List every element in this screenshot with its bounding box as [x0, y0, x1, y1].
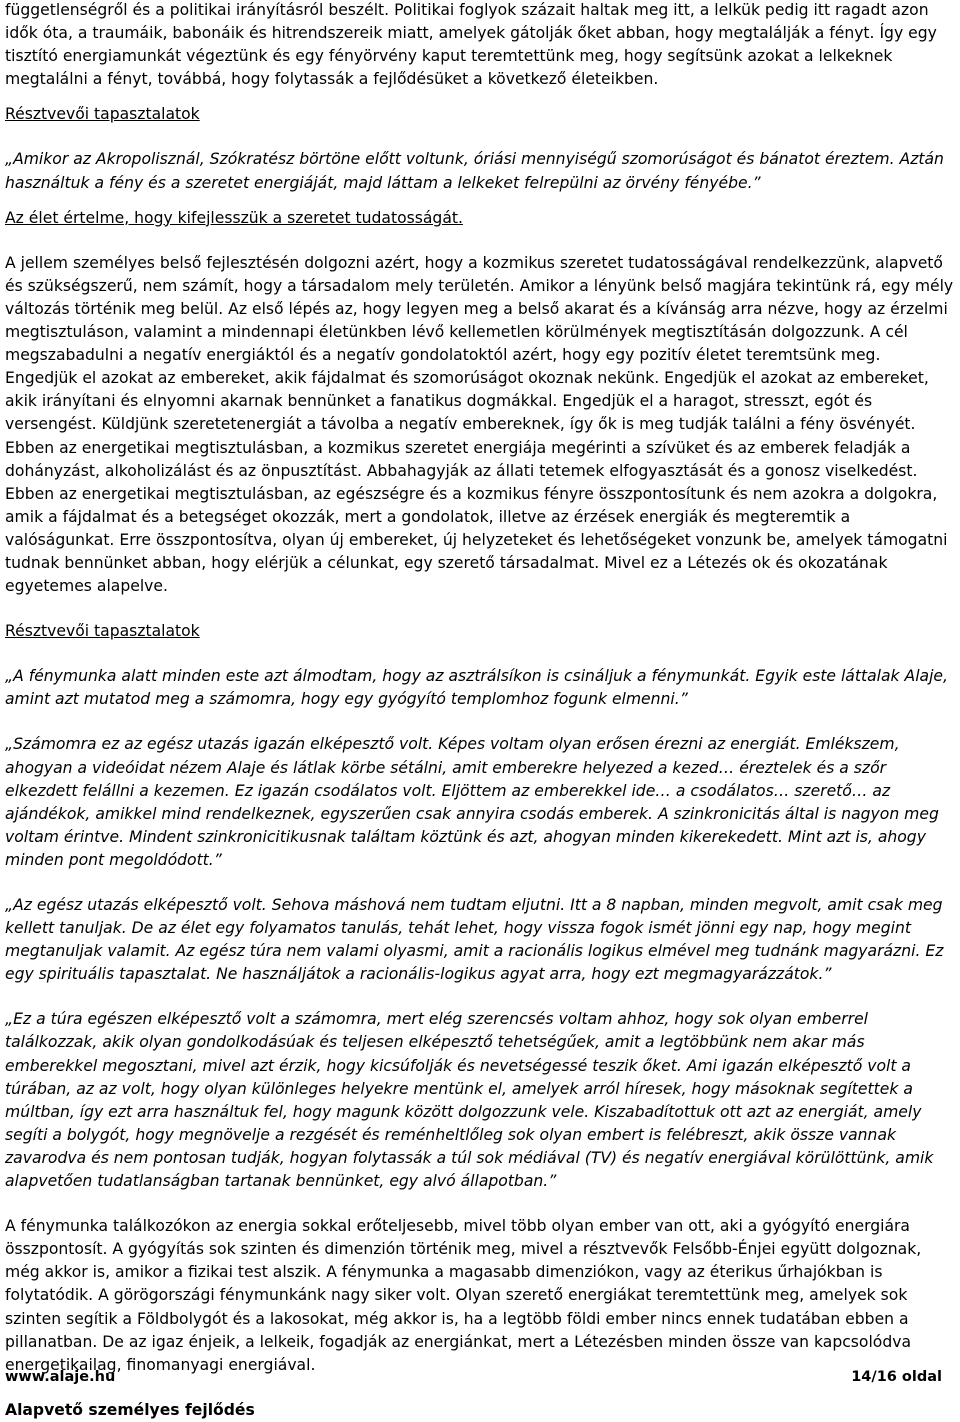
body-paragraph-love-consciousness: A jellem személyes belső fejlesztésén dolgozni azért, hogy a kozmikus szeretet tudatosságával rendelkezzünk, alapvető és szükségszerű, nem számít, hogy a társadalom mely területén. Amikor a lényünk belső magjára tekintünk rá, egy mély változás történik meg belül. Az első lépés az, hogy legyen meg a belső akarat és a kívánság arra nézve, hogy az érzelmi megtisztuláson, valamint a mindennapi életünkben lévő kellemetlen körülmények megtisztításán dolgozzunk. A cél megszabadulni a negatív energiáktól és a negatív gondolatoktól azért, hogy egy pozitív életet teremtsünk meg. Engedjük el azokat az embereket, akik fájdalmat és szomorúságot okoznak nekünk. Engedjük el azokat az embereket, akik irányítani és elnyomni akarnak bennünket a fanatikus dogmákkal. Engedjük el a haragot, stresszt, egót és versengést. Küldjünk szeretetenergiát a távolba a negatív embereknek, így ők is meg tudják találni a fény ösvényét. Ebben az energetikai megtisztulásban, a kozmikus szeretet energiája megérinti a szívüket és az emberek feladják a dohányzást, alkoholizálást és az önpusztítást. Abbahagyják az állati tetemek elfogyasztását és a gonosz viselkedést. Ebben az energetikai megtisztulásban, az egészségre és a kozmikus fényre összpontosítunk és nem azokra a dolgokra, amik a fájdalmat és a betegséget okozzák, mert a gondolatok, illetve az érzések energiák és megteremtik a valóságunkat. Erre összpontosítva, olyan új embereket, új helyzeteket és lehetőségeket vonzunk be, amelyek támogatni tudnak bennünket abban, hogy elérjük a célunkat, egy szerető társadalmat. Mivel ez a Létezés ok és okozatának egyetemes alapelve. — [5, 253, 954, 596]
quote-akropolisz: „Amikor az Akropolisznál, Szókratész börtöne előtt voltunk, óriási mennyiségű szomorúságot és bánatot éreztem. Aztán használtuk a fény és a szeretet energiáját, majd láttam a lelkeket felrepülni az örvény fényébe.” — [5, 150, 944, 192]
quote-astral-plane: „A fénymunka alatt minden este azt álmodtam, hogy az asztrálsíkon is csináljuk a fénymunkát. Egyik este láttalak Alaje, amint azt mutatod meg a számomra, hogy egy gyógyító templomhoz fogunk elmenni.” — [5, 667, 948, 709]
quote-continuous-learning: „Az egész utazás elképesztő volt. Sehova máshová nem tudtam eljutni. Itt a 8 napban, minden megvolt, amit csak meg kellett tanuljak. De az élet egy folyamatos tanulás, tehát lehet, hogy vissza fogok ismét jönni egy nap, hogy megint megtanuljak valamit. Az egész túra nem valami olyasmi, amit a racionális logikus elmével meg tudnánk magyarázni. Ez egy spirituális tapasztalat. Ne használjátok a racionális-logikus agyat arra, hogy ezt megmagyarázzátok.” — [5, 896, 944, 984]
quote-special-places: „Ez a túra egészen elképesztő volt a számomra, mert elég szerencsés voltam ahhoz, hogy sok olyan emberrel találkozzak, akik olyan gondolkodásúak és teljesen elképesztő tehetségűek, amit a legtöbbünk nem akar más emberekkel megosztani, mivel azt érzik, hogy kicsúfolják és nevetségessé teszik őket. Ami igazán elképesztő volt a túrában, az az volt, hogy olyan különleges helyekre mentünk el, amelyek arról híresek, hogy másoknak segítettek a múltban, így ezt arra használtuk fel, hogy magunk között dolgozzunk vele. Kiszabadítottuk ott azt az energiát, amely segíti a bolygót, hogy megnövelje a rezgését és reménheltlőleg sok olyan embert is felébreszt, akik össze vannak zavarodva és nem pontosan tudják, hogyan folytassák a túl sok médiával (TV) és negatív energiával körülöttünk, amik alapvetően tudatlanságban tartanak bennünket, egy alvó állapotban.” — [5, 1010, 934, 1191]
section-heading-participant-experiences-2: Résztvevői tapasztalatok — [5, 622, 200, 641]
section-heading-participant-experiences: Résztvevői tapasztalatok — [5, 105, 200, 124]
document-page — [5, 0, 955, 1422]
quote-amazing-journey: „Számomra ez az egész utazás igazán elképesztő volt. Képes voltam olyan erősen érezni az energiát. Emlékszem, ahogyan a videóidat nézem Alaje és látlak körbe sétálni, amit emberekre helyezed a kezed… éreztelek és a szőr elkezdett felállni a kezemen. Ez igazán csodálatos volt. Eljöttem az emberekkel ide… a csodálatos… szerető… az ajándékok, amikkel mind rendelkeznek, egyszerűen csak annyira csodás emberek. A szinkronicitás által is nagyon meg voltam érintve. Mindent szinkronicitikusnak találtam köztünk és azt, ahogyan minden kikerekedett. Mint azt is, ahogy minden pont megoldódott.” — [5, 735, 939, 869]
section-heading-meaning-of-life: Az élet értelme, hogy kifejlesszük a szeretet tudatosságát. — [5, 208, 463, 227]
page-footer — [5, 1368, 942, 1386]
footer-page-number: 14/16 oldal — [851, 1369, 942, 1385]
section-heading-personal-development: Alapvető személyes fejlődés — [5, 1400, 255, 1419]
body-paragraph-lightwork-meetings: A fénymunka találkozókon az energia sokkal erőteljesebb, mivel több olyan ember van ott, aki a gyógyító energiára összpontosít. A gyógyítás sok szinten és dimenzión történik meg, mivel a résztvevők Felsőbb-Énjei együtt dolgoznak, még akkor is, amikor a fizikai test alszik. A fénymunka a magasabb dimenziókon, vagy az éterikus űrhajókban is folytatódik. A görögországi fénymunkánk nagy siker volt. Olyan szerető energiákat teremtettünk meg, amelyek sok szinten segítik a Földbolygót és a lakosokat, még akkor is, ha a legtöbb földi ember nincs ennek tudatában ebben a pillanatban. De az igaz énjeik, a lelkeik, fogadják az energiánkat, mert a Létezésben minden össze van kapcsolódva energetikailag, finomanyagi energiával. — [5, 1217, 922, 1374]
intro-paragraph: függetlenségről és a politikai irányításról beszélt. Politikai foglyok százait haltak meg itt, a lelkük pedig itt ragadt azon idők óta, a traumáik, babonáik és hitrendszereik miatt, amelyek gátolják őket abban, hogy megtalálják a fényt. Így egy tisztító energiamunkát végeztünk és egy fényörvény kaput teremtettünk meg, hogy segítsünk azokat a lelkeknek megtalálni a fényt, továbbá, hogy folytassák a fejlődésüket a következő életeikben. — [5, 1, 937, 89]
footer-website-link[interactable]: www.alaje.hu — [5, 1369, 116, 1385]
